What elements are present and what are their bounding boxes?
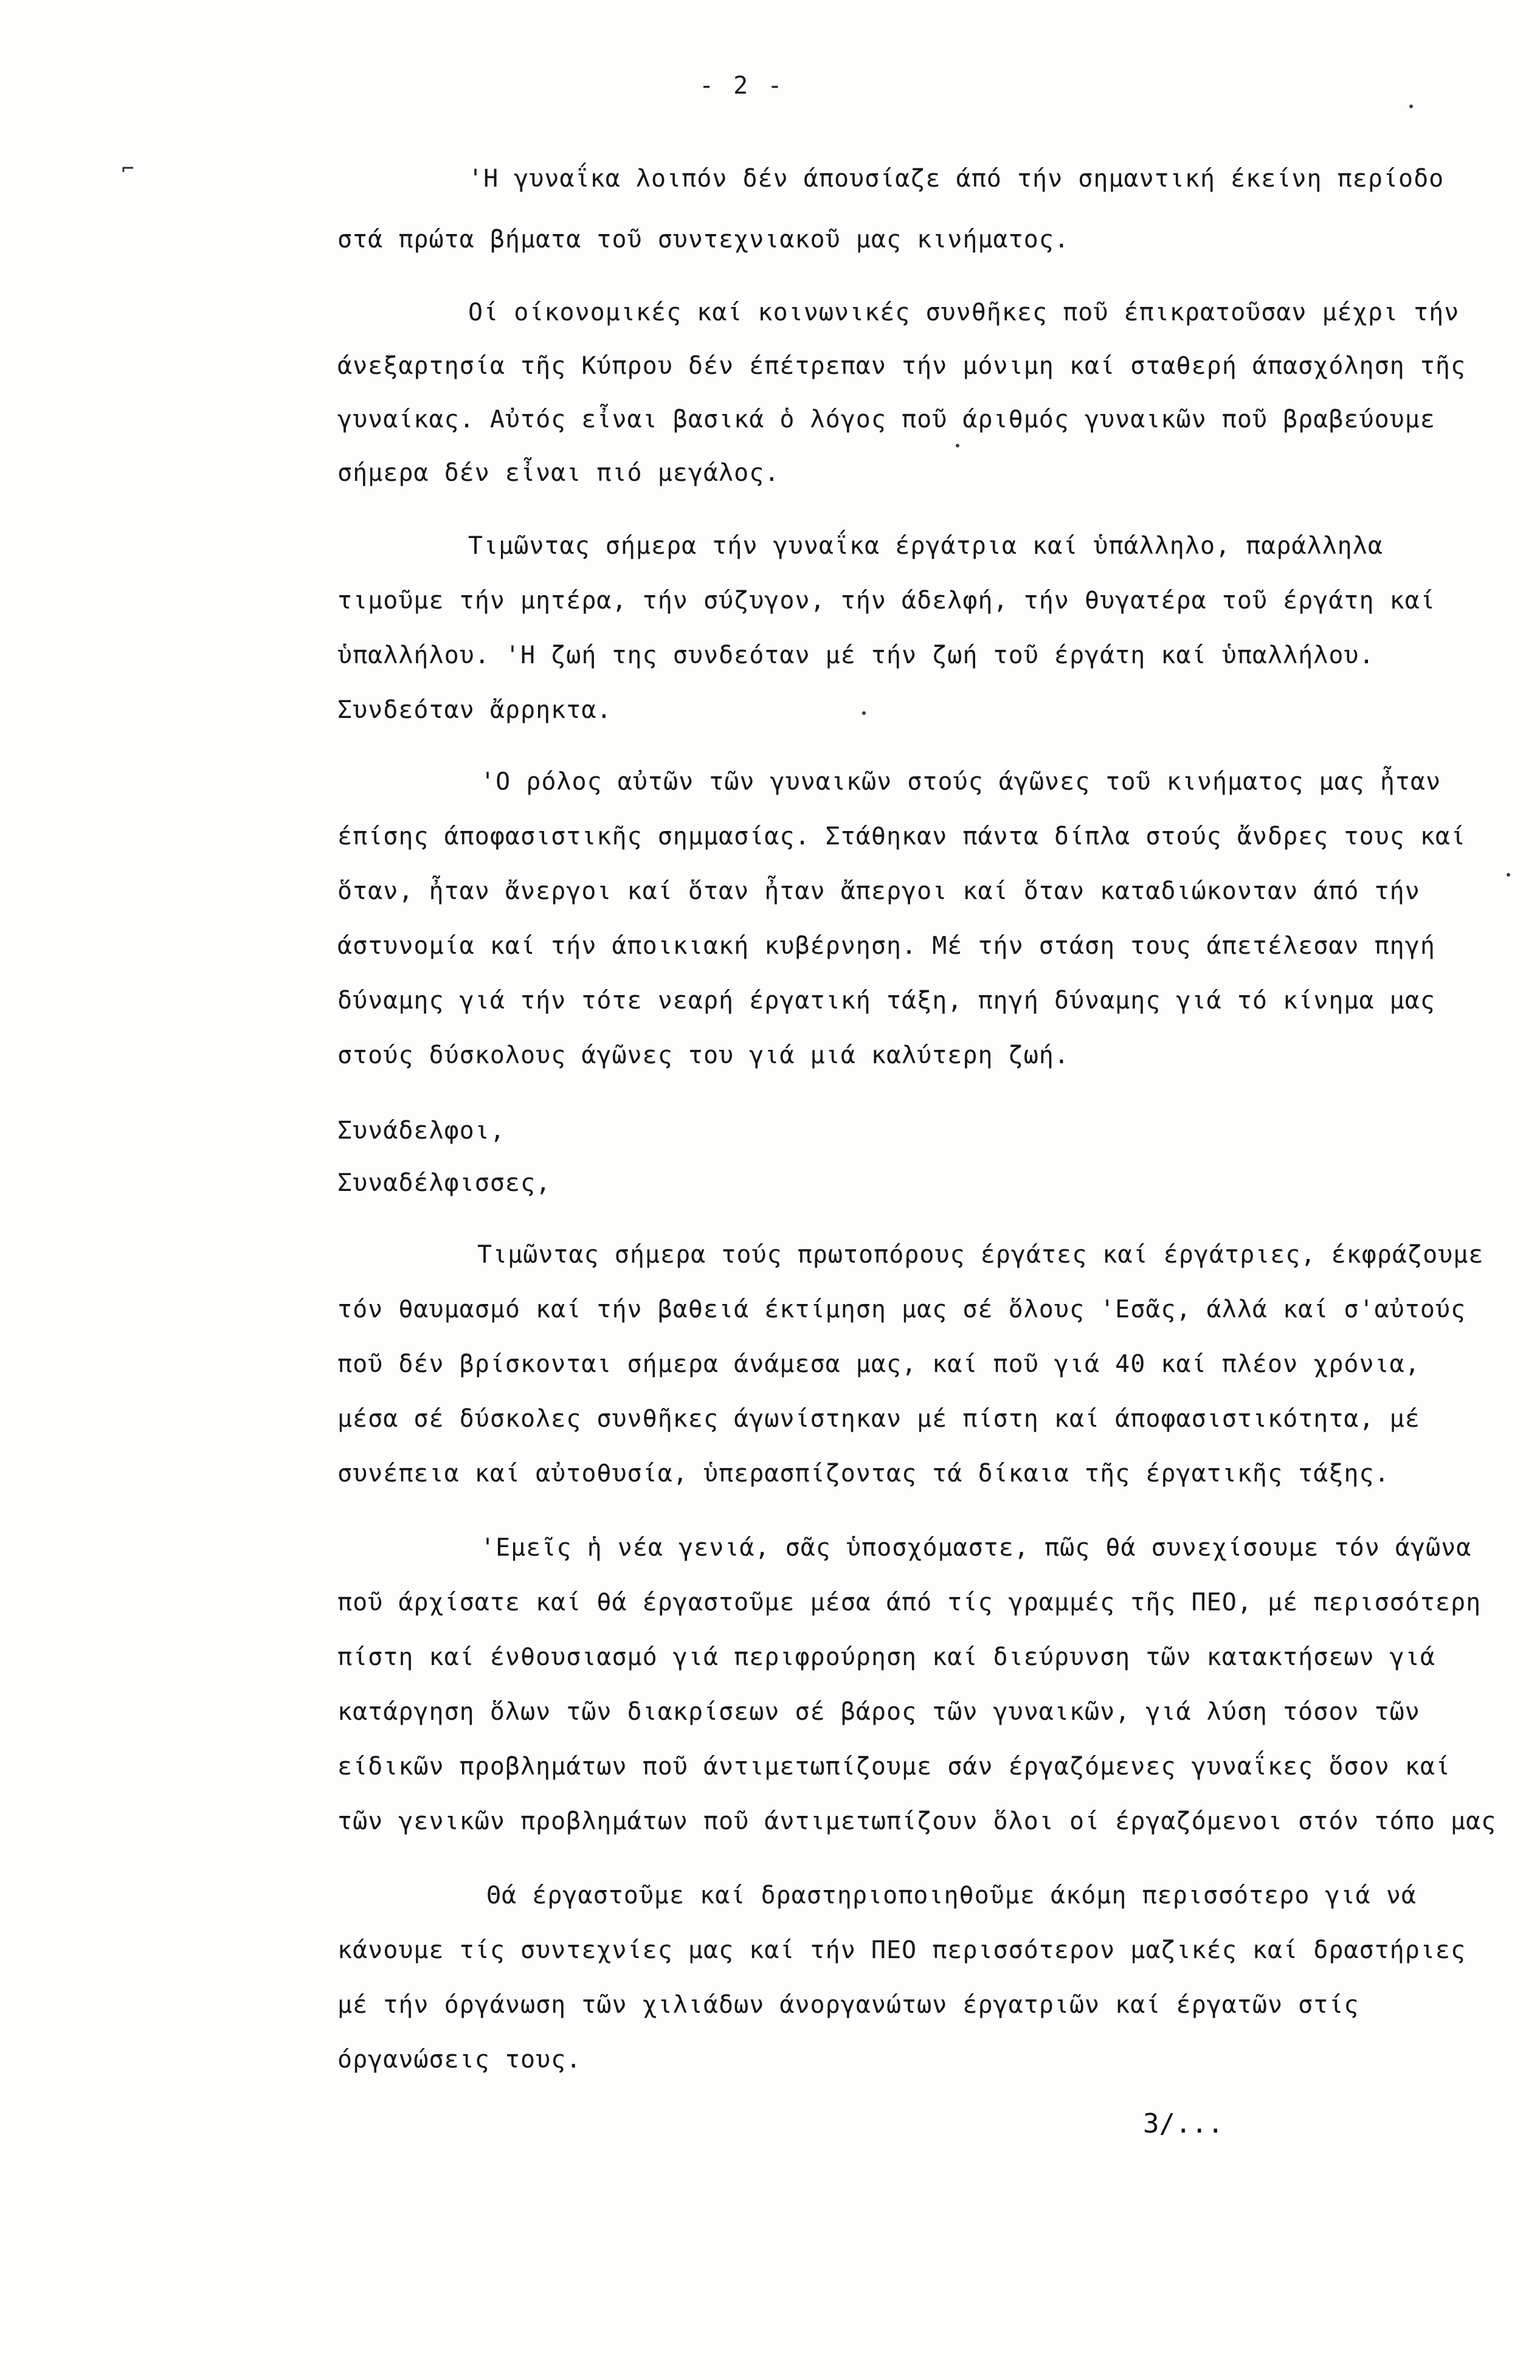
paragraph-6-line-5: συνέπεια καί αὐτοθυσία, ὑπερασπίζοντας τά δίκαια τῆς έργατικῆς τάξης.	[337, 1460, 1390, 1488]
paragraph-6-line-1: Τιμῶντας σήμερα τούς πρωτοπόρους έργάτες καί έργάτριες, έκφράζουμε	[477, 1241, 1484, 1269]
paragraph-7-line-1: 'Εμεῖς ἡ νέα γενιά, σᾶς ὑποσχόμαστε, πῶς θά συνεχίσουμε τόν άγῶνα	[480, 1534, 1472, 1562]
scan-speck	[956, 444, 959, 447]
paragraph-4-line-2: έπίσης άποφασιστικῆς σημμασίας. Στάθηκαν πάντα δίπλα στούς ἄνδρες τους καί	[337, 823, 1466, 850]
paragraph-2-line-1: Οί οίκονομικές καί κοινωνικές συνθῆκες ποῦ έπικρατοῦσαν μέχρι τήν	[468, 298, 1460, 326]
paragraph-7-line-6: τῶν γενικῶν προβλημάτων ποῦ άντιμετωπίζουν ὅλοι οί έργαζόμενοι στόν τόπο μας	[337, 1807, 1497, 1835]
scan-speck	[1507, 873, 1510, 877]
salutation-line-1: Συνάδελφοι,	[337, 1117, 505, 1145]
paragraph-2-line-3: γυναίκας. Αὐτός εἶναι βασικά ὁ λόγος ποῦ άριθμός γυναικῶν ποῦ βραβεύουμε	[337, 405, 1435, 433]
scan-speck	[862, 711, 866, 715]
paragraph-3-line-3: ὑπαλλήλου. 'Η ζωή της συνδεόταν μέ τήν ζωή τοῦ έργάτη καί ὑπαλλήλου.	[337, 641, 1375, 669]
paragraph-6-line-3: ποῦ δέν βρίσκονται σήμερα άνάμεσα μας, καί ποῦ γιά 40 καί πλέον χρόνια,	[337, 1350, 1420, 1378]
paragraph-8-line-3: μέ τήν όργάνωση τῶν χιλιάδων άνοργανώτων έργατριῶν καί έργατῶν στίς	[337, 1991, 1359, 2019]
paragraph-1-line-1: 'Η γυναΐκα λοιπόν δέν άπουσίαζε άπό τήν σημαντική έκείνη περίοδο	[468, 165, 1445, 193]
paragraph-2-line-2: άνεξαρτησία τῆς Κύπρου δέν έπέτρεπαν τήν μόνιμη καί σταθερή άπασχόληση τῆς	[337, 352, 1466, 380]
paragraph-6-line-2: τόν θαυμασμό καί τήν βαθειά έκτίμηση μας σέ ὅλους 'Εσᾶς, άλλά καί σ'αὐτούς	[337, 1295, 1466, 1323]
paragraph-4-line-6: στούς δύσκολους άγῶνες του γιά μιά καλύτερη ζωή.	[337, 1041, 1069, 1069]
paragraph-4-line-3: ὅταν, ἦταν ἄνεργοι καί ὅταν ἦταν ἄπεργοι καί ὅταν καταδιώκονταν άπό τήν	[337, 877, 1420, 905]
paragraph-4-line-1: 'Ο ρόλος αὐτῶν τῶν γυναικῶν στούς άγῶνες τοῦ κινήματος μας ἦταν	[480, 768, 1442, 796]
paragraph-7-line-2: ποῦ άρχίσατε καί θά έργαστοῦμε μέσα άπό τίς γραμμές τῆς ΠΕΟ, μέ περισσότερη	[337, 1588, 1482, 1616]
page-number: - 2 -	[699, 72, 785, 100]
paragraph-4-line-5: δύναμης γιά τήν τότε νεαρή έργατική τάξη, πηγή δύναμης γιά τό κίνημα μας	[337, 987, 1435, 1015]
paragraph-8-line-4: όργανώσεις τους.	[337, 2046, 582, 2074]
paragraph-3-line-2: τιμοῦμε τήν μητέρα, τήν σύζυγον, τήν άδελφή, τήν θυγατέρα τοῦ έργάτη καί	[337, 587, 1435, 615]
salutation-line-2: Συναδέλφισσες,	[337, 1169, 551, 1197]
paragraph-8-line-2: κάνουμε τίς συντεχνίες μας καί τήν ΠΕΟ περισσότερον μαζικές καί δραστήριες	[337, 1936, 1466, 1964]
margin-mark: ⌐	[122, 157, 134, 181]
paragraph-2-line-4: σήμερα δέν εἶναι πιό μεγάλος.	[337, 459, 780, 487]
paragraph-4-line-4: άστυνομία καί τήν άποικιακή κυβέρνηση. Μέ τήν στάση τους άπετέλεσαν πηγή	[337, 932, 1435, 960]
paragraph-7-line-5: είδικῶν προβλημάτων ποῦ άντιμετωπίζουμε σάν έργαζόμενες γυναΐκες ὅσον καί	[337, 1753, 1451, 1781]
paragraph-3-line-4: Συνδεόταν ἄρρηκτα.	[337, 696, 612, 724]
paragraph-1-line-2: στά πρώτα βήματα τοῦ συντεχνιακοῦ μας κινήματος.	[337, 226, 1069, 254]
paragraph-6-line-4: μέσα σέ δύσκολες συνθῆκες άγωνίστηκαν μέ πίστη καί άποφασιστικότητα, μέ	[337, 1405, 1420, 1433]
paragraph-3-line-1: Τιμῶντας σήμερα τήν γυναΐκα έργάτρια καί ὑπάλληλο, παράλληλα	[468, 532, 1383, 560]
paragraph-7-line-3: πίστη καί ένθουσιασμό γιά περιφρούρηση καί διεύρυνση τῶν κατακτήσεων γιά	[337, 1643, 1435, 1671]
continuation-marker: 3/...	[1143, 2108, 1224, 2139]
paragraph-7-line-4: κατάργηση ὅλων τῶν διακρίσεων σέ βάρος τῶν γυναικῶν, γιά λύση τόσον τῶν	[337, 1698, 1420, 1726]
paragraph-8-line-1: Θά έργαστοῦμε καί δραστηριοποιηθοῦμε άκόμη περισσότερο γιά νά	[486, 1882, 1417, 1909]
scan-speck	[1409, 105, 1413, 108]
